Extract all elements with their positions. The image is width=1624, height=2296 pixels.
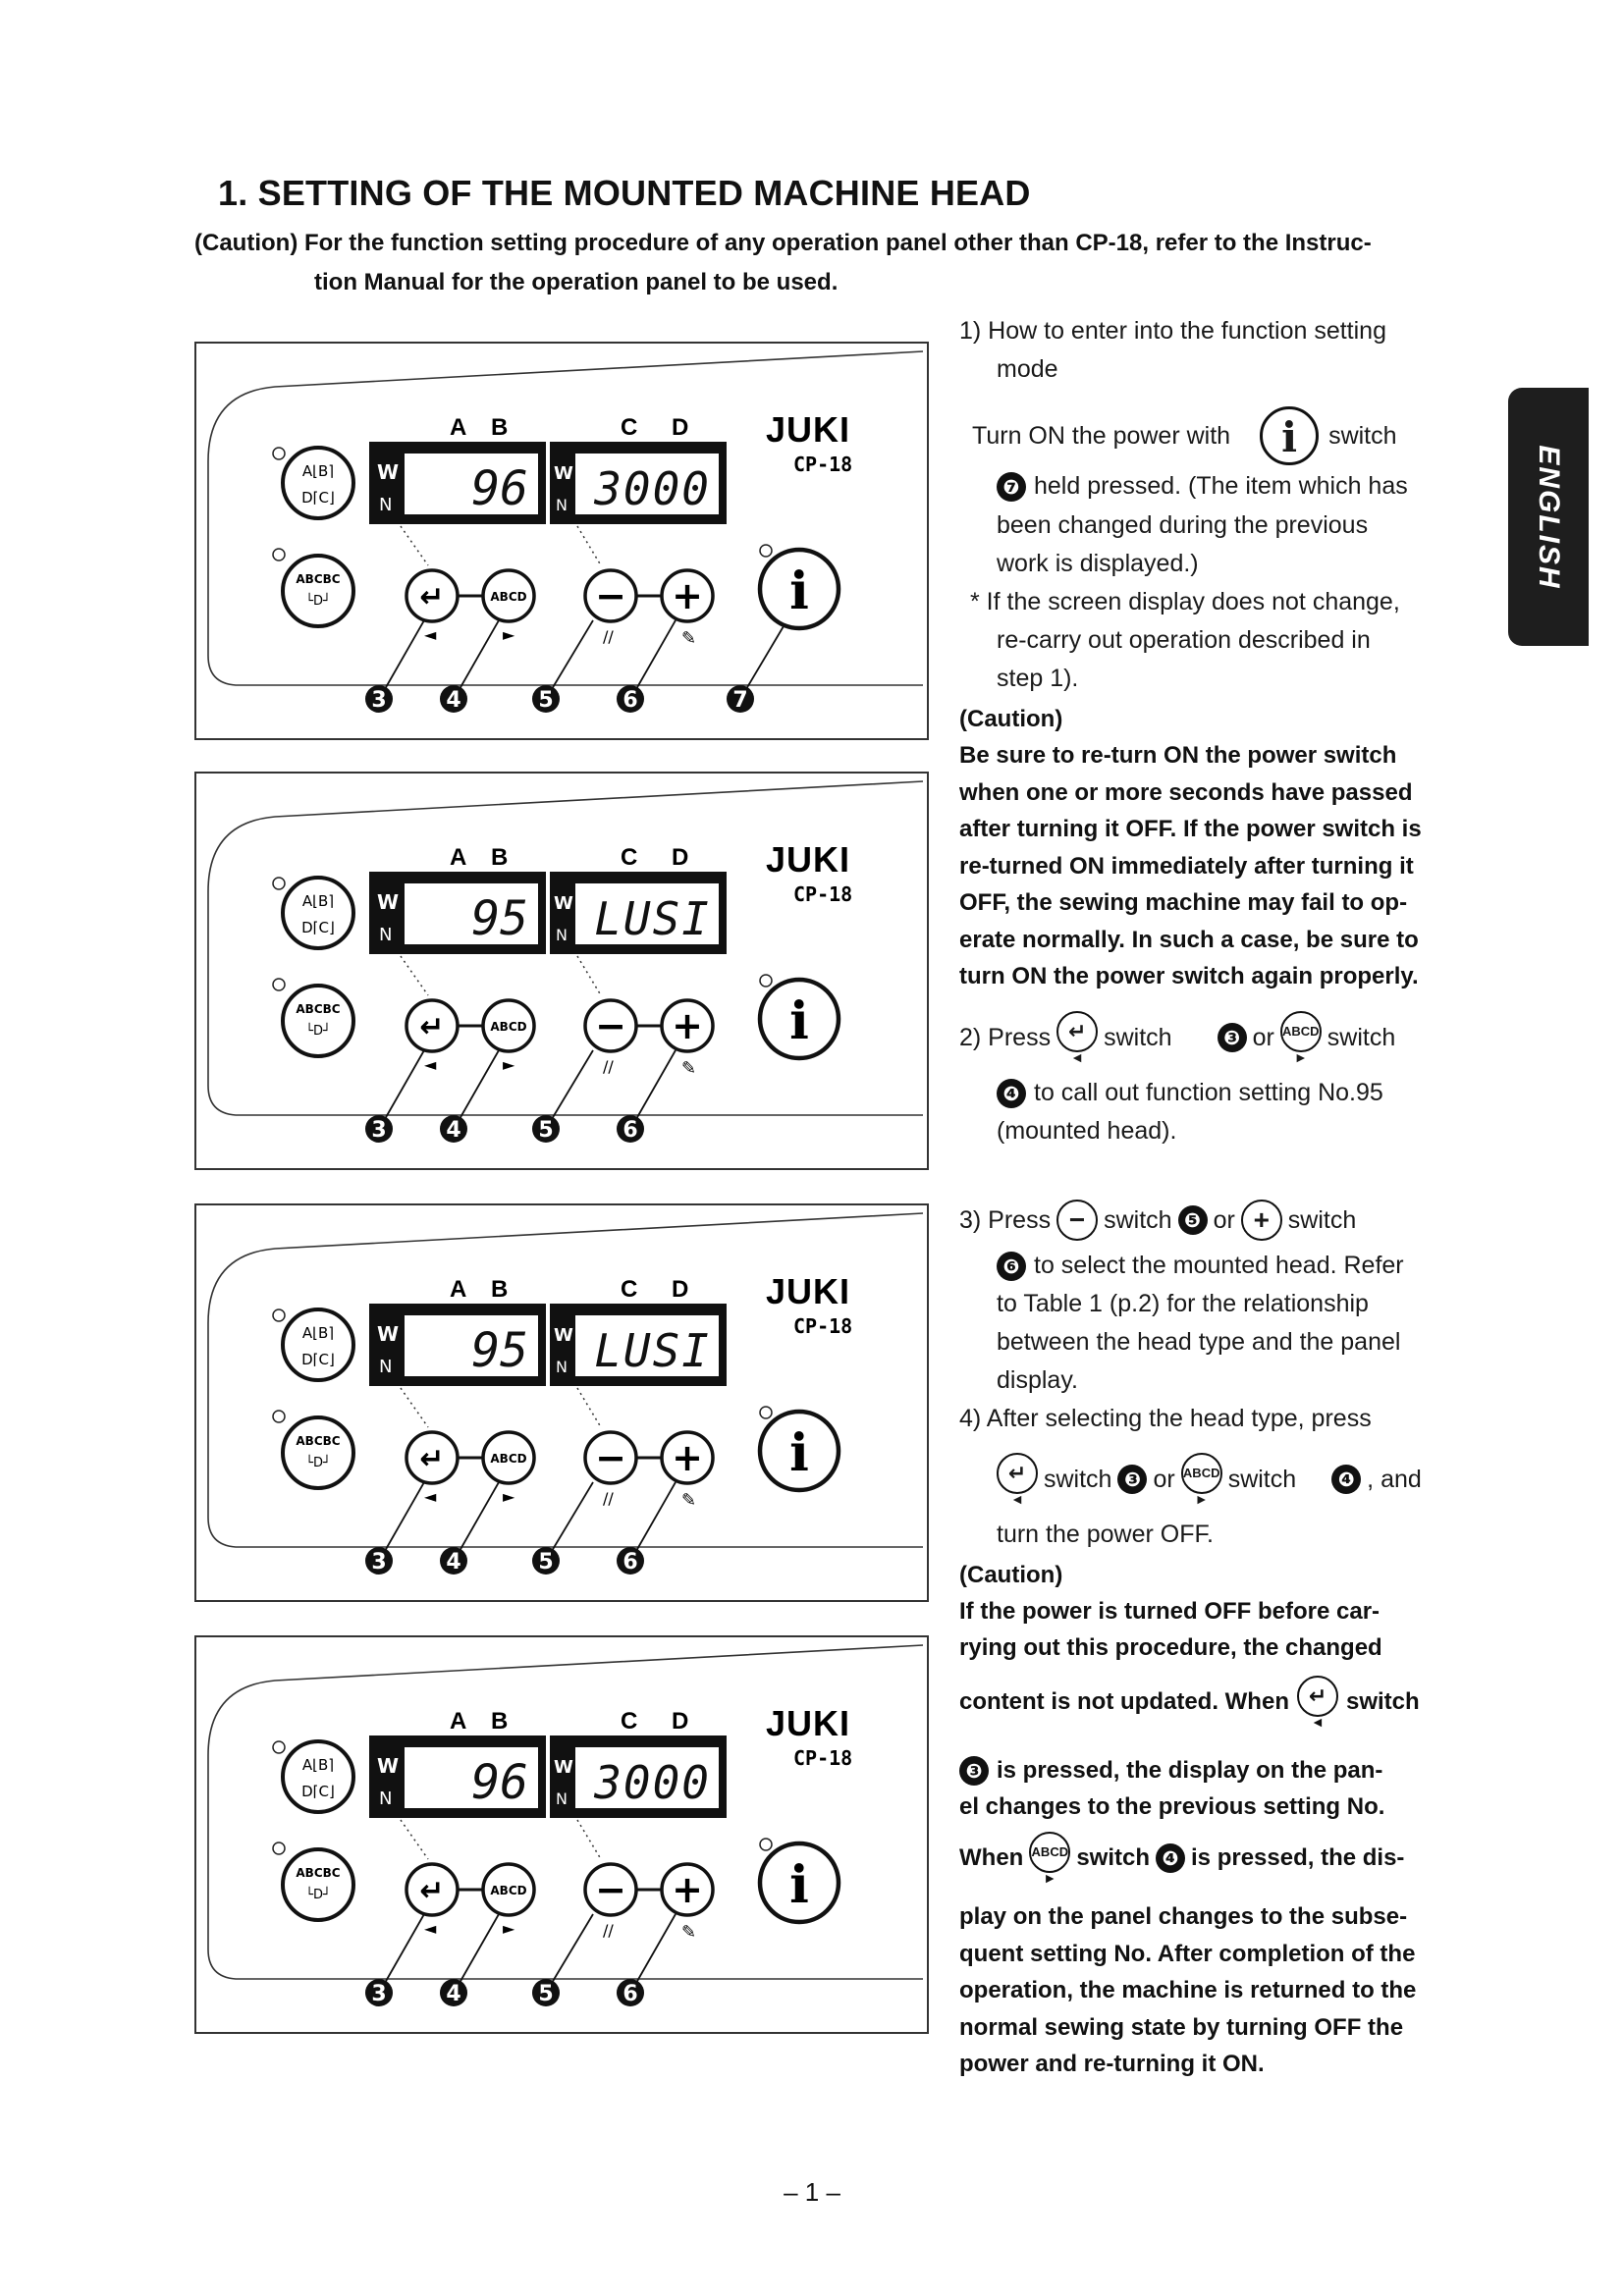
callout-leader <box>460 620 499 689</box>
step2-line2-text: to call out function setting No.95 <box>1034 1079 1383 1106</box>
enter-glyph: ↵ <box>419 1442 445 1476</box>
step3-line2 <box>997 1247 1404 1285</box>
step4-switch-b: switch <box>1227 1465 1297 1493</box>
guide-line <box>401 1820 428 1859</box>
indicator-led <box>760 975 772 987</box>
step3-switch-b: switch <box>1287 1205 1357 1234</box>
callout-number: 6 <box>623 1550 638 1575</box>
guide-line <box>401 1388 428 1427</box>
left-arrow-icon: ◄ <box>424 1919 437 1938</box>
callout-leader <box>385 1050 424 1119</box>
pattern-label-d: └D┘ <box>305 594 331 609</box>
control-panel-drawing <box>196 1205 927 1600</box>
caution2-rest-line-4: normal sewing state by turning OFF the <box>959 2013 1404 2041</box>
guide-line <box>401 956 428 995</box>
step3-line1 <box>959 1200 1356 1241</box>
language-tab-label: ENGLISH <box>1533 444 1565 590</box>
step2-switch-a: switch <box>1104 1023 1172 1051</box>
callout-leader <box>460 1050 499 1119</box>
left-display-icon-n: N <box>379 1357 393 1377</box>
left-display-value: 96 <box>471 1755 528 1810</box>
abcd-glyph: ABCD <box>490 1884 527 1897</box>
pattern-label-abcbc: ABCBC <box>296 1866 341 1880</box>
right-display-icon-n: N <box>556 496 568 514</box>
panel-figure-3 <box>194 1203 929 1602</box>
callout-5-icon: ❺ <box>1178 1205 1208 1235</box>
left-display-icon-n: N <box>379 1789 393 1809</box>
step1-line8: re-carry out operation described in <box>997 626 1371 654</box>
control-panel-drawing <box>196 344 927 738</box>
step1-line4 <box>997 467 1408 506</box>
callout-4-icon: ❹ <box>1331 1465 1361 1494</box>
callout-leader <box>385 1482 424 1551</box>
guide-line <box>577 526 601 565</box>
panel-figure-4 <box>194 1635 929 2034</box>
step1-line9: step 1). <box>997 665 1079 692</box>
minus-sub-icon: // <box>603 1921 614 1940</box>
step3-line4: between the head type and the panel <box>997 1328 1401 1356</box>
indicator-led <box>760 1407 772 1418</box>
sewing-pattern-button-icon <box>283 878 353 948</box>
callout-leader <box>552 1050 593 1119</box>
minus-switch-icon: − <box>1056 1200 1098 1241</box>
plus-sub-icon: ✎ <box>681 628 697 649</box>
guide-line <box>401 526 428 565</box>
abcd-switch-icon: ABCD ► <box>1280 1011 1322 1064</box>
callout-6-icon: ❻ <box>997 1252 1026 1281</box>
right-display-icon-w: W <box>554 463 573 484</box>
left-display-value: 95 <box>471 1323 528 1378</box>
caution2-line4-text: is pressed, the display on the pan- <box>997 1757 1383 1784</box>
step1-line2: mode <box>997 355 1058 383</box>
control-panel-drawing <box>196 774 927 1168</box>
caution2-rest-line-2: quent setting No. After completion of the <box>959 1940 1416 1967</box>
caution2-line6 <box>959 1832 1404 1885</box>
column-label-a: A <box>450 844 467 871</box>
step4-and: , and <box>1367 1465 1422 1493</box>
left-arrow-icon: ◄ <box>424 1055 437 1074</box>
multilayer-pattern-button-icon <box>283 986 353 1056</box>
right-display-icon-n: N <box>556 1789 568 1808</box>
step2-or: or <box>1252 1023 1274 1051</box>
caution2-line6-rest: is pressed, the dis- <box>1191 1844 1405 1872</box>
callout-number: 4 <box>446 1118 461 1143</box>
left-arrow-icon: ◄ <box>424 1487 437 1506</box>
callout-leader <box>552 1914 593 1983</box>
right-arrow-icon: ► <box>503 1055 515 1074</box>
callout-leader <box>460 1914 499 1983</box>
plus-sub-icon: ✎ <box>681 1490 697 1511</box>
multilayer-pattern-button-icon <box>283 1417 353 1488</box>
step1-line5: been changed during the previous <box>997 511 1369 539</box>
abcd-glyph: ABCD <box>490 590 527 604</box>
brand-logo: JUKI <box>766 839 851 880</box>
enter-switch-icon: ↵ ◄ <box>997 1453 1038 1506</box>
indicator-led <box>273 979 285 990</box>
enter-switch-icon: ↵ ◄ <box>1056 1011 1098 1064</box>
indicator-led <box>760 545 772 557</box>
sewing-pattern-button-icon <box>283 1741 353 1812</box>
guide-line <box>577 956 601 995</box>
plus-glyph: + <box>672 1436 703 1479</box>
indicator-led <box>273 549 285 561</box>
pattern-label-d: └D┘ <box>305 1888 331 1902</box>
pattern-label-abcbc: ABCBC <box>296 1002 341 1016</box>
step4-line2 <box>997 1453 1422 1506</box>
column-label-c: C <box>621 844 638 871</box>
caution2-rest-line-1: play on the panel changes to the subse- <box>959 1903 1408 1930</box>
callout-number: 4 <box>446 1982 461 2006</box>
caution2-rest-line-3: operation, the machine is returned to the <box>959 1977 1417 2003</box>
right-display-value: 3000 <box>594 1756 711 1809</box>
column-label-c: C <box>621 1708 638 1735</box>
left-display-icon-w: W <box>377 890 400 914</box>
plus-glyph: + <box>672 574 703 617</box>
step1-line3-text: Turn ON the power with <box>972 421 1231 450</box>
caution2-heading: (Caution) <box>959 1562 1063 1588</box>
indicator-led <box>760 1839 772 1850</box>
info-switch-icon: i <box>1260 406 1319 465</box>
minus-sub-icon: // <box>603 1057 614 1076</box>
caution-intro-line-1: (Caution) For the function setting procedure of any operation panel other than CP-18, refer to the Instruc- <box>194 230 1372 256</box>
callout-number: 3 <box>371 1550 387 1575</box>
callout-number: 3 <box>371 1118 387 1143</box>
left-display-value: 96 <box>471 461 528 516</box>
callout-number: 6 <box>623 688 638 713</box>
column-label-d: D <box>672 1276 689 1303</box>
pattern-label-abcbc: ABCBC <box>296 572 341 586</box>
plus-sub-icon: ✎ <box>681 1058 697 1079</box>
step3-switch-a: switch <box>1104 1205 1172 1234</box>
abcd-switch-icon: ABCD ► <box>1181 1453 1222 1506</box>
callout-number: 4 <box>446 1550 461 1575</box>
left-display-icon-n: N <box>379 925 393 945</box>
step1-line4-text: held pressed. (The item which has <box>1034 472 1408 500</box>
caution1-line-6: erate normally. In such a case, be sure to <box>959 926 1419 953</box>
brand-logo: JUKI <box>766 1271 851 1311</box>
callout-number: 7 <box>732 688 748 713</box>
right-display-value: 3000 <box>594 462 711 515</box>
caution2-line6-switch: switch <box>1076 1844 1151 1872</box>
info-glyph: i <box>789 1423 809 1483</box>
right-display-icon-w: W <box>554 1757 573 1778</box>
callout-leader <box>636 620 676 689</box>
enter-switch-icon: ↵ ◄ <box>1297 1676 1338 1729</box>
callout-number: 3 <box>371 1982 387 2006</box>
column-label-d: D <box>672 844 689 871</box>
brand-logo: JUKI <box>766 409 851 450</box>
callout-4-icon: ❹ <box>997 1079 1026 1108</box>
caution2-rest-line-5: power and re-turning it ON. <box>959 2051 1265 2077</box>
sewing-pattern-button-icon <box>283 448 353 518</box>
minus-glyph: − <box>595 1436 626 1479</box>
callout-leader <box>636 1050 676 1119</box>
right-display-icon-n: N <box>556 1358 568 1376</box>
pattern-label-dc: D⌈C⌋ <box>301 1783 335 1800</box>
callout-leader <box>385 1914 424 1983</box>
indicator-led <box>273 1842 285 1854</box>
minus-sub-icon: // <box>603 627 614 646</box>
sewing-pattern-button-icon <box>283 1309 353 1380</box>
abcd-glyph: ABCD <box>490 1452 527 1466</box>
step2-press: 2) Press <box>959 1023 1052 1051</box>
pattern-label-d: └D┘ <box>305 1024 331 1039</box>
pattern-label-ab: A⌊B⌉ <box>301 892 335 910</box>
step1-line3 <box>972 406 1397 465</box>
abcd-switch-icon: ABCD ► <box>1029 1832 1070 1885</box>
model-label: CP-18 <box>793 882 853 906</box>
right-display-value: LUSI <box>594 1324 711 1377</box>
step3-or: or <box>1213 1205 1235 1234</box>
model-label: CP-18 <box>793 1746 853 1770</box>
column-label-c: C <box>621 414 638 441</box>
minus-glyph: − <box>595 574 626 617</box>
language-tab <box>1508 388 1589 646</box>
enter-glyph: ↵ <box>419 580 445 614</box>
callout-number: 4 <box>446 688 461 713</box>
right-arrow-icon: ► <box>503 1487 515 1506</box>
caution1-line-3: after turning it OFF. If the power switch is <box>959 816 1422 842</box>
callout-leader <box>746 626 784 689</box>
pattern-label-ab: A⌊B⌉ <box>301 1756 335 1774</box>
pattern-label-dc: D⌈C⌋ <box>301 1351 335 1368</box>
minus-glyph: − <box>595 1868 626 1911</box>
callout-number: 5 <box>538 1118 554 1143</box>
callout-leader <box>636 1482 676 1551</box>
right-arrow-icon: ► <box>503 625 515 644</box>
right-display-icon-w: W <box>554 893 573 914</box>
pattern-label-dc: D⌈C⌋ <box>301 489 335 507</box>
callout-number: 5 <box>538 1550 554 1575</box>
panel-figure-1 <box>194 342 929 740</box>
multilayer-pattern-button-icon <box>283 556 353 626</box>
plus-glyph: + <box>672 1868 703 1911</box>
plus-glyph: + <box>672 1004 703 1047</box>
right-display-icon-n: N <box>556 926 568 944</box>
column-label-b: B <box>491 1276 509 1303</box>
step4-switch-a: switch <box>1044 1465 1112 1493</box>
step4-line1: 4) After selecting the head type, press <box>959 1405 1372 1432</box>
callout-leader <box>552 620 593 689</box>
indicator-led <box>273 878 285 889</box>
step3-line3: to Table 1 (p.2) for the relationship <box>997 1290 1369 1317</box>
column-label-a: A <box>450 1708 467 1735</box>
left-display-icon-n: N <box>379 495 393 515</box>
control-panel-drawing <box>196 1637 927 2032</box>
pattern-label-abcbc: ABCBC <box>296 1434 341 1448</box>
brand-logo: JUKI <box>766 1703 851 1743</box>
pattern-label-ab: A⌊B⌉ <box>301 1324 335 1342</box>
minus-sub-icon: // <box>603 1489 614 1508</box>
caution2-line1: If the power is turned OFF before car- <box>959 1598 1380 1625</box>
left-display-icon-w: W <box>377 1322 400 1346</box>
callout-leader <box>552 1482 593 1551</box>
caution2-line6-text: When <box>959 1844 1024 1872</box>
info-glyph: i <box>789 991 809 1051</box>
indicator-led <box>273 1741 285 1753</box>
column-label-d: D <box>672 414 689 441</box>
caution2-line3-text: content is not updated. When <box>959 1688 1289 1716</box>
step1-line3-switch: switch <box>1328 421 1397 450</box>
callout-leader <box>460 1482 499 1551</box>
plus-sub-icon: ✎ <box>681 1922 697 1943</box>
step2-line2 <box>997 1074 1383 1112</box>
step4-line3: turn the power OFF. <box>997 1521 1214 1548</box>
pattern-label-dc: D⌈C⌋ <box>301 919 335 936</box>
caution1-line-5: OFF, the sewing machine may fail to op- <box>959 889 1408 916</box>
panel-figure-2 <box>194 772 929 1170</box>
caution2-line3-switch: switch <box>1345 1688 1420 1716</box>
callout-number: 3 <box>371 688 387 713</box>
callout-number: 5 <box>538 1982 554 2006</box>
step3-press: 3) Press <box>959 1205 1052 1234</box>
caution1-line-4: re-turned ON immediately after turning it <box>959 852 1414 880</box>
enter-glyph: ↵ <box>419 1874 445 1908</box>
callout-3-icon: ❸ <box>1117 1465 1147 1494</box>
step1-line1: 1) How to enter into the function setting <box>959 317 1386 345</box>
left-display-icon-w: W <box>377 460 400 484</box>
caution1-line-7: turn ON the power switch again properly. <box>959 963 1419 989</box>
info-glyph: i <box>789 1855 809 1915</box>
abcd-glyph: ABCD <box>490 1020 527 1034</box>
callout-number: 5 <box>538 688 554 713</box>
column-label-c: C <box>621 1276 638 1303</box>
guide-line <box>577 1388 601 1427</box>
column-label-b: B <box>491 1708 509 1735</box>
info-glyph: i <box>789 561 809 621</box>
callout-leader <box>636 1914 676 1983</box>
caution1-heading: (Caution) <box>959 706 1063 732</box>
column-label-a: A <box>450 1276 467 1303</box>
step2-line3: (mounted head). <box>997 1117 1177 1145</box>
indicator-led <box>273 1309 285 1321</box>
step1-line7: * If the screen display does not change, <box>970 588 1400 615</box>
left-display-icon-w: W <box>377 1754 400 1778</box>
model-label: CP-18 <box>793 453 853 476</box>
page-number: – 1 – <box>784 2177 840 2207</box>
step4-or: or <box>1153 1465 1175 1493</box>
caution-intro-line-2: tion Manual for the operation panel to be used. <box>314 269 839 295</box>
column-label-d: D <box>672 1708 689 1735</box>
indicator-led <box>273 448 285 459</box>
right-display-icon-w: W <box>554 1325 573 1346</box>
right-arrow-icon: ► <box>503 1919 515 1938</box>
callout-3-icon: ❸ <box>1218 1023 1247 1052</box>
callout-number: 6 <box>623 1982 638 2006</box>
multilayer-pattern-button-icon <box>283 1849 353 1920</box>
step1-line6: work is displayed.) <box>997 550 1199 577</box>
callout-number: 6 <box>623 1118 638 1143</box>
callout-7-icon: ❼ <box>997 472 1026 502</box>
left-display-value: 95 <box>471 891 528 946</box>
page-title: 1. SETTING OF THE MOUNTED MACHINE HEAD <box>218 173 1031 213</box>
pattern-label-ab: A⌊B⌉ <box>301 462 335 480</box>
caution1-line-2: when one or more seconds have passed <box>959 778 1413 806</box>
step2-switch-b: switch <box>1326 1023 1396 1051</box>
model-label: CP-18 <box>793 1314 853 1338</box>
callout-3-icon: ❸ <box>959 1756 989 1786</box>
indicator-led <box>273 1411 285 1422</box>
minus-glyph: − <box>595 1004 626 1047</box>
caution1-line-1: Be sure to re-turn ON the power switch <box>959 742 1397 769</box>
step2-line1 <box>959 1011 1395 1064</box>
guide-line <box>577 1820 601 1859</box>
pattern-label-d: └D┘ <box>305 1456 331 1470</box>
column-label-b: B <box>491 414 509 441</box>
column-label-a: A <box>450 414 467 441</box>
caution2-line2: rying out this procedure, the changed <box>959 1634 1382 1661</box>
callout-leader <box>385 620 424 689</box>
right-display-value: LUSI <box>594 892 711 945</box>
caution2-line4 <box>959 1752 1382 1789</box>
callout-4-icon: ❹ <box>1156 1843 1185 1873</box>
column-label-b: B <box>491 844 509 871</box>
caution2-line5: el changes to the previous setting No. <box>959 1793 1385 1820</box>
enter-glyph: ↵ <box>419 1010 445 1044</box>
step3-line5: display. <box>997 1366 1078 1394</box>
caution2-line3 <box>959 1676 1420 1729</box>
plus-switch-icon: + <box>1241 1200 1282 1241</box>
step3-line2-text: to select the mounted head. Refer <box>1034 1252 1404 1279</box>
left-arrow-icon: ◄ <box>424 625 437 644</box>
